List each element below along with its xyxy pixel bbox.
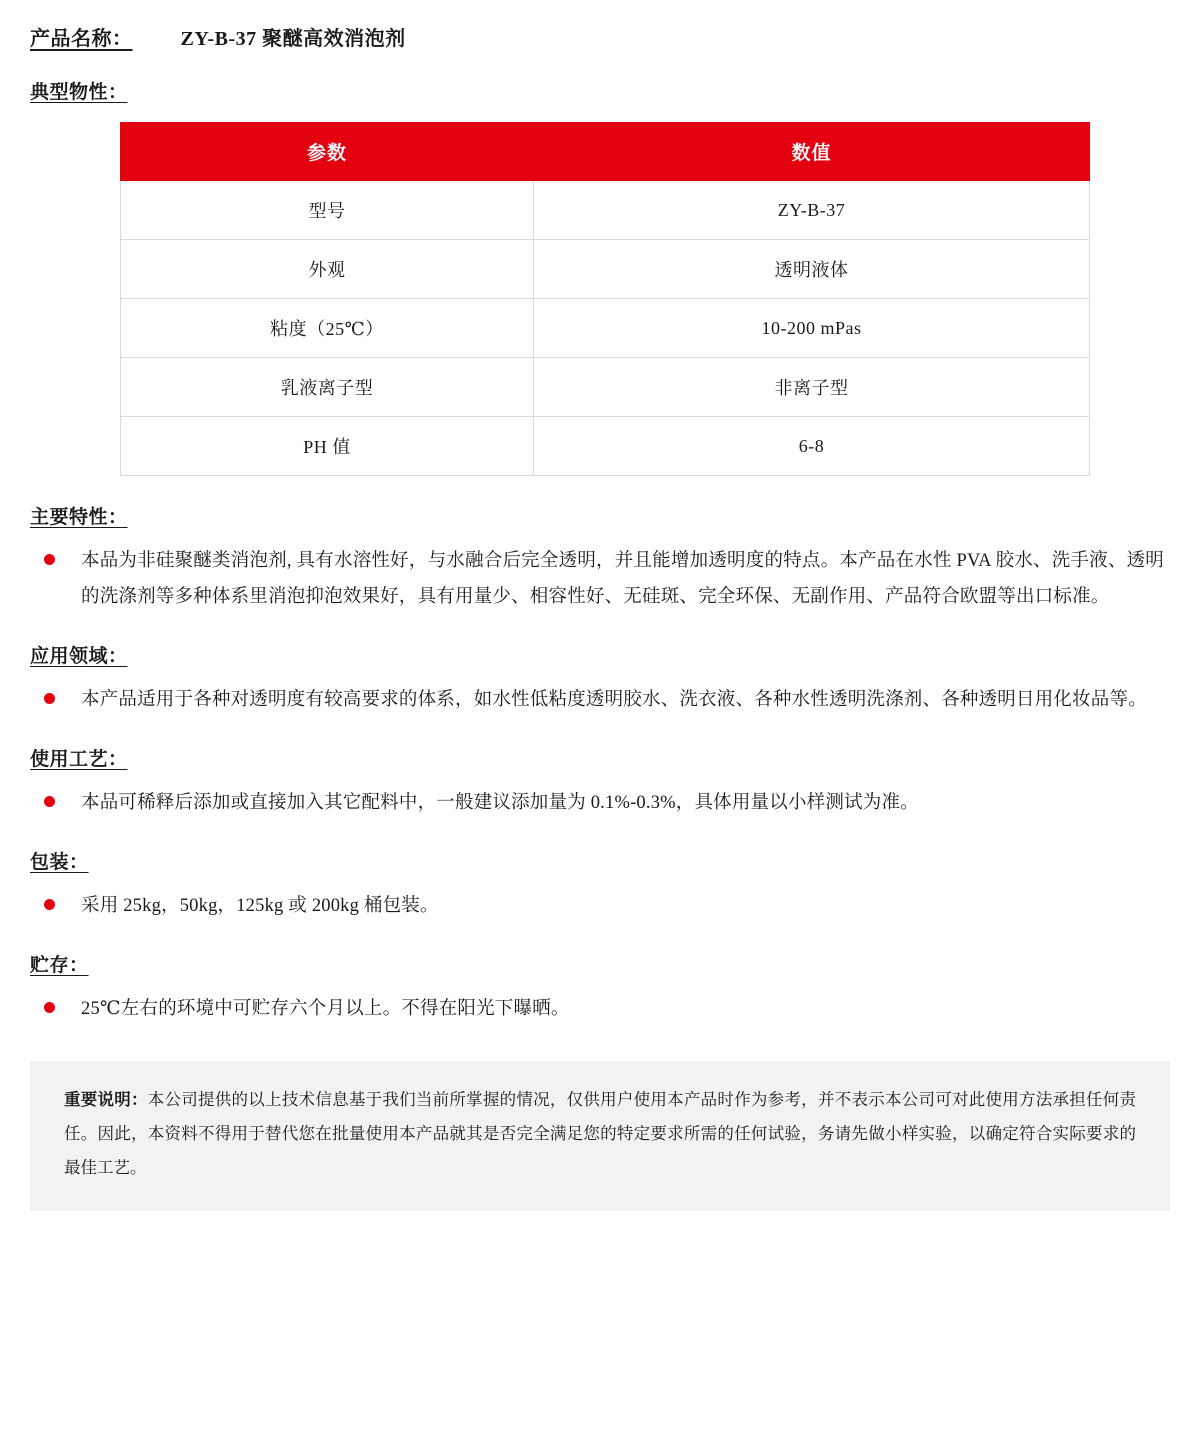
list-item <box>30 888 1170 924</box>
section-heading-process: 使用工艺： <box>30 749 128 771</box>
section-heading-applications: 应用领域： <box>30 646 128 668</box>
list-item-text: 25℃左右的环境中可贮存六个月以上。不得在阳光下曝晒。 <box>81 999 570 1020</box>
table-row <box>121 181 1090 240</box>
important-note-text: 本公司提供的以上技术信息基于我们当前所掌握的情况，仅供用户使用本产品时作为参考，并不表示本公司可对此使用方法承担任何责任。因此，本资料不得用于替代您在批量使用本产品就其是否完全满足您的特定要求所需的任何试验，务请先做小样实验，以确定符合实际要求的最佳工艺。 <box>64 1090 1137 1177</box>
table-cell-value: 10-200 mPas <box>534 299 1090 358</box>
table-row <box>121 358 1090 417</box>
product-name-value: ZY-B-37 聚醚高效消泡剂 <box>180 28 406 50</box>
list-item-text: 本产品适用于各种对透明度有较高要求的体系，如水性低粘度透明胶水、洗衣液、各种水性透明洗涤剂、各种透明日用化妆品等。 <box>81 690 1147 711</box>
bullet-dot-icon <box>44 693 55 704</box>
table-header-cell-value: 数值 <box>534 123 1090 181</box>
table-cell-value: 透明液体 <box>534 240 1090 299</box>
section-heading-storage: 贮存： <box>30 955 89 977</box>
bullet-dot-icon <box>44 1002 55 1013</box>
section-heading-features: 主要特性： <box>30 507 128 528</box>
table-cell-value: ZY-B-37 <box>534 181 1090 240</box>
list-item-text: 采用 25kg，50kg，125kg 或 200kg 桶包装。 <box>81 896 439 917</box>
list-item <box>30 785 1170 821</box>
table-header-cell-parameter: 参数 <box>121 123 534 181</box>
table-header-row <box>121 123 1090 181</box>
table-row <box>121 240 1090 299</box>
important-note-label: 重要说明： <box>64 1090 148 1110</box>
list-item <box>30 682 1170 718</box>
properties-table-wrap <box>120 122 1090 476</box>
table-cell-parameter: 粘度（25℃） <box>121 299 534 358</box>
table-row <box>121 299 1090 358</box>
table-cell-parameter: 型号 <box>121 181 534 240</box>
bullet-dot-icon <box>44 554 55 565</box>
product-name-label: 产品名称： <box>30 28 133 50</box>
bullet-dot-icon <box>44 899 55 910</box>
table-cell-parameter: 外观 <box>121 240 534 299</box>
table-cell-parameter: 乳液离子型 <box>121 358 534 417</box>
section-heading-properties: 典型物性： <box>30 82 128 103</box>
table-cell-parameter: PH 值 <box>121 417 534 476</box>
product-title-row <box>30 22 1170 51</box>
important-note <box>30 1061 1170 1210</box>
list-item-text: 本品为非硅聚醚类消泡剂, 具有水溶性好，与水融合后完全透明，并且能增加透明度的特点。本产品在水性 PVA 胶水、洗手液、透明的洗涤剂等多种体系里消泡抑泡效果好，具有用量少、相容性好、无硅斑、完全环保、无副作用、产品符合欧盟等出口标准。 <box>81 551 1164 608</box>
table-row <box>121 417 1090 476</box>
list-item-text: 本品可稀释后添加或直接加入其它配料中，一般建议添加量为 0.1%-0.3%，具体用量以小样测试为准。 <box>81 793 919 814</box>
table-cell-value: 6-8 <box>534 417 1090 476</box>
list-item <box>30 543 1170 615</box>
table-cell-value: 非离子型 <box>534 358 1090 417</box>
section-heading-packaging: 包装： <box>30 852 89 874</box>
bullet-dot-icon <box>44 796 55 807</box>
list-item <box>30 991 1170 1027</box>
properties-table <box>120 122 1090 476</box>
